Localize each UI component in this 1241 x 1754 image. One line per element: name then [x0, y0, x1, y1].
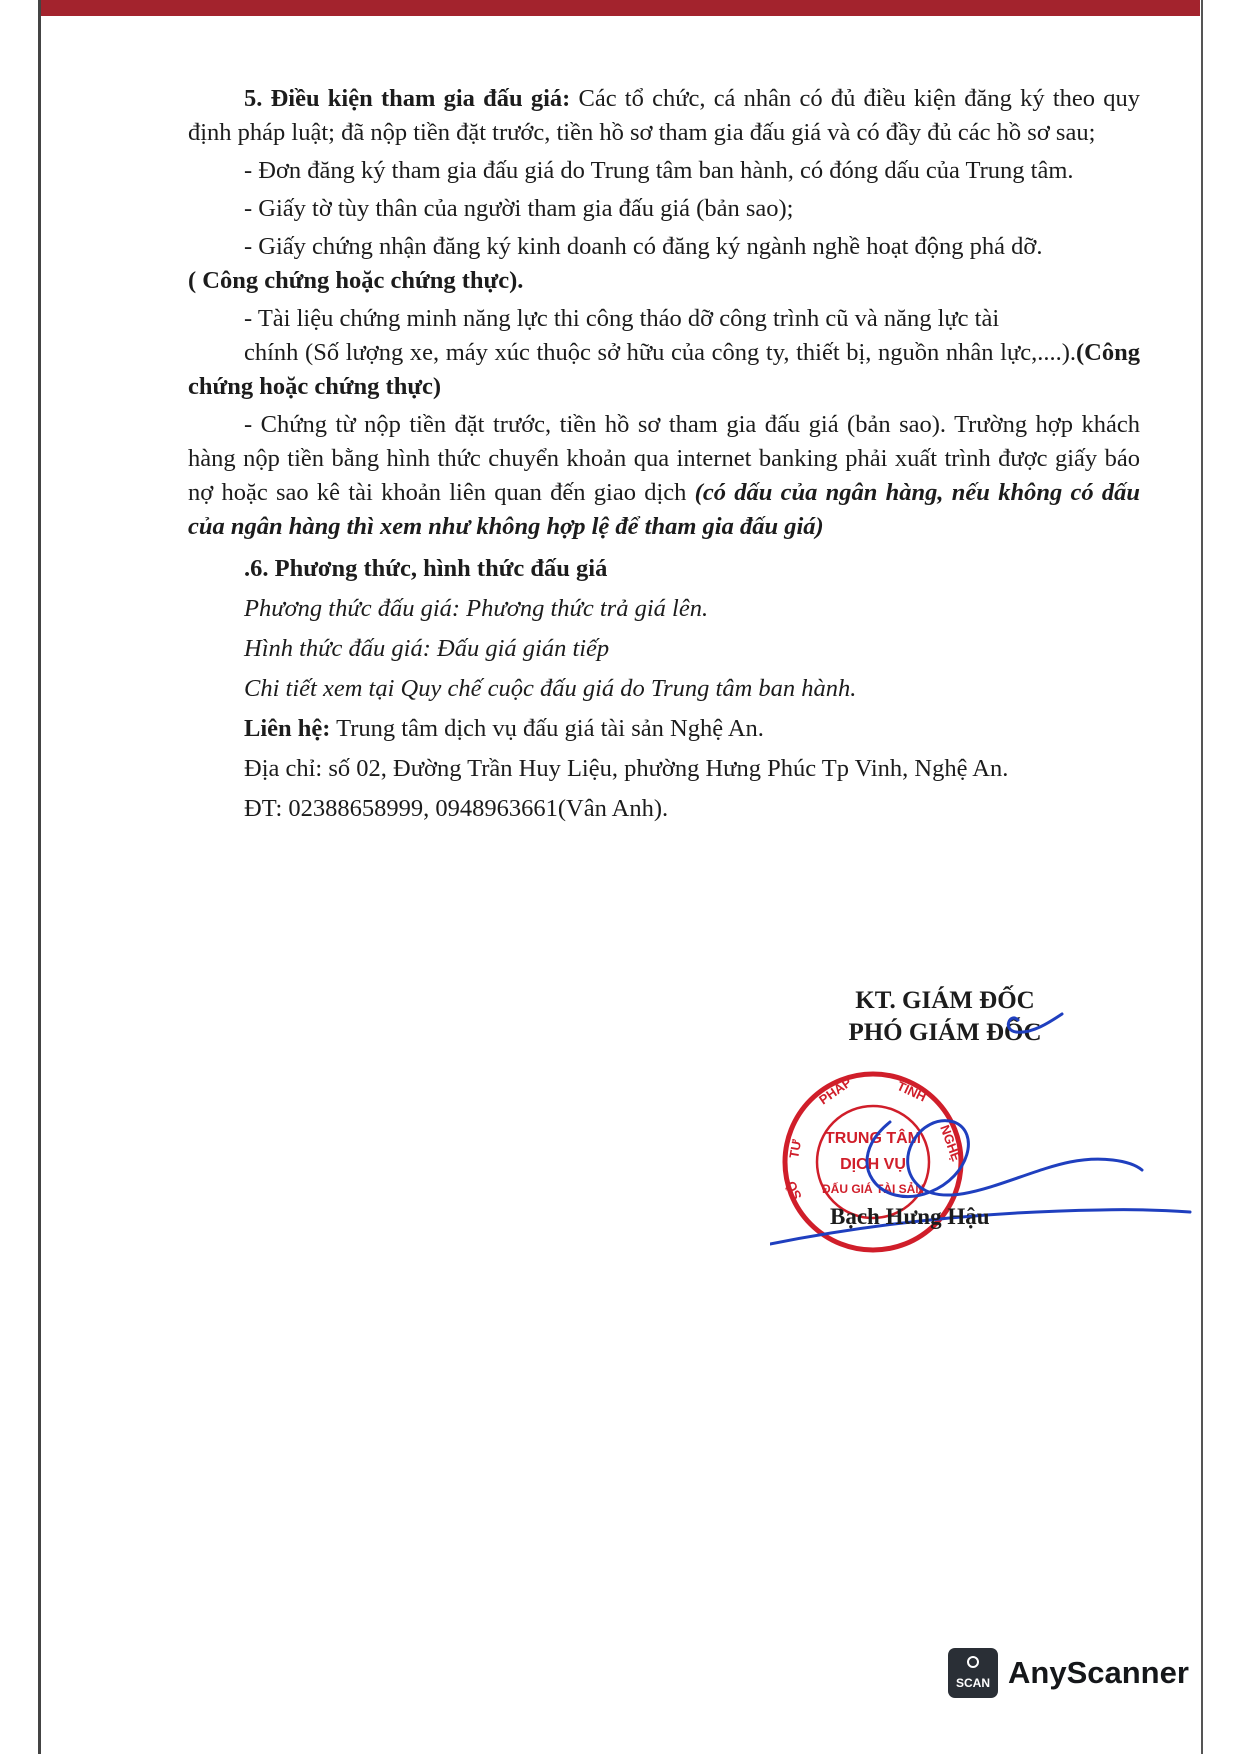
- item-business-certificate-note: ( Công chứng hoặc chứng thực).: [188, 267, 524, 294]
- signature-flourish-top: [1008, 1014, 1062, 1032]
- section-5-intro-text: Các tổ chức, cá nhân có đủ điều kiện đăng ký theo quy định pháp luật; đã nộp tiền đặt trước, tiền hồ sơ tham gia đấu giá và có đầy đủ các hồ sơ sau;: [188, 85, 1140, 146]
- contact-line: [188, 712, 1140, 746]
- signer-name: Bạch Hưng Hậu: [830, 1204, 990, 1229]
- signature-loop: [867, 1121, 1142, 1197]
- auction-method: Phương thức đấu giá: Phương thức trả giá lên.: [244, 595, 709, 622]
- scanner-brand-name: AnyScanner: [1008, 1655, 1189, 1690]
- item-business-certificate: - Giấy chứng nhận đăng ký kinh doanh có đăng ký ngành nghề hoạt động phá dỡ.: [244, 233, 1043, 260]
- item-capacity-docs-line2: chính (Số lượng xe, máy xúc thuộc sở hữu của công ty, thiết bị, nguồn nhân lực,....).: [244, 339, 1077, 366]
- item-registration-form: - Đơn đăng ký tham gia đấu giá do Trung tâm ban hành, có đóng dấu của Trung tâm.: [244, 157, 1074, 184]
- section-5-heading: 5. Điều kiện tham gia đấu giá:: [244, 85, 571, 112]
- item-capacity-docs: [188, 336, 1140, 404]
- item-capacity-docs-note: (Công chứng hoặc chứng thực): [188, 339, 1140, 400]
- stamp-center-line3: ĐẤU GIÁ TÀI SẢN: [822, 1182, 924, 1196]
- scanner-watermark: [948, 1648, 1189, 1698]
- signature-title-line1: KT. GIÁM ĐỐC: [855, 987, 1035, 1014]
- item-payment-proof-note: (có dấu của ngân hàng, nếu không có dấu của ngân hàng thì xem như không hợp lệ để tham gia đấu giá): [188, 479, 1140, 540]
- auction-detail: Chi tiết xem tại Quy chế cuộc đấu giá do Trung tâm ban hành.: [244, 675, 857, 702]
- signature-title-line2: PHÓ GIÁM ĐỐC: [848, 1019, 1042, 1046]
- stamp-ring-left: TƯ: [786, 1138, 805, 1160]
- contact-value: Trung tâm dịch vụ đấu giá tài sản Nghệ An.: [330, 715, 764, 742]
- contact-label: Liên hệ:: [244, 715, 331, 742]
- top-edge-bar: [40, 0, 1200, 16]
- item-payment-proof: [188, 408, 1140, 544]
- stamp-center-line1: TRUNG TÂM: [825, 1130, 921, 1147]
- page-right-border: [1201, 0, 1203, 1754]
- item-payment-proof-text: - Chứng từ nộp tiền đặt trước, tiền hồ sơ tham gia đấu giá (bản sao). Trường hợp khách hàng nộp tiền bằng hình thức chuyển khoản qua internet banking phải xuất trình được giấy báo nợ hoặc sao kê tài khoản liên quan đến giao dịch: [188, 411, 1140, 506]
- stamp-ring-top-right: TỈNH: [894, 1078, 929, 1105]
- stamp-ring-top: PHÁP: [816, 1074, 855, 1108]
- contact-phone: ĐT: 02388658999, 0948963661(Vân Anh).: [244, 795, 669, 822]
- page-left-border: [38, 0, 41, 1754]
- section-6-heading: .6. Phương thức, hình thức đấu giá: [244, 555, 608, 582]
- stamp-ring-bottom-left: SỞ: [782, 1177, 805, 1203]
- section-5: [188, 82, 1140, 826]
- section-5-intro: [188, 82, 1140, 150]
- contact-address: Địa chỉ: số 02, Đường Trần Huy Liệu, phường Hưng Phúc Tp Vinh, Nghệ An.: [244, 755, 1009, 782]
- stamp-ring-right: NGHỆ: [937, 1122, 965, 1164]
- item-identity-papers: - Giấy tờ tùy thân của người tham gia đấu giá (bản sao);: [244, 195, 794, 222]
- stamp-center-line2: DỊCH VỤ: [840, 1156, 906, 1173]
- scanner-logo-icon: SCAN: [948, 1648, 998, 1698]
- auction-form: Hình thức đấu giá: Đấu giá gián tiếp: [244, 635, 610, 662]
- item-capacity-docs-line1: - Tài liệu chứng minh năng lực thi công tháo dỡ công trình cũ và năng lực tài: [244, 305, 1000, 332]
